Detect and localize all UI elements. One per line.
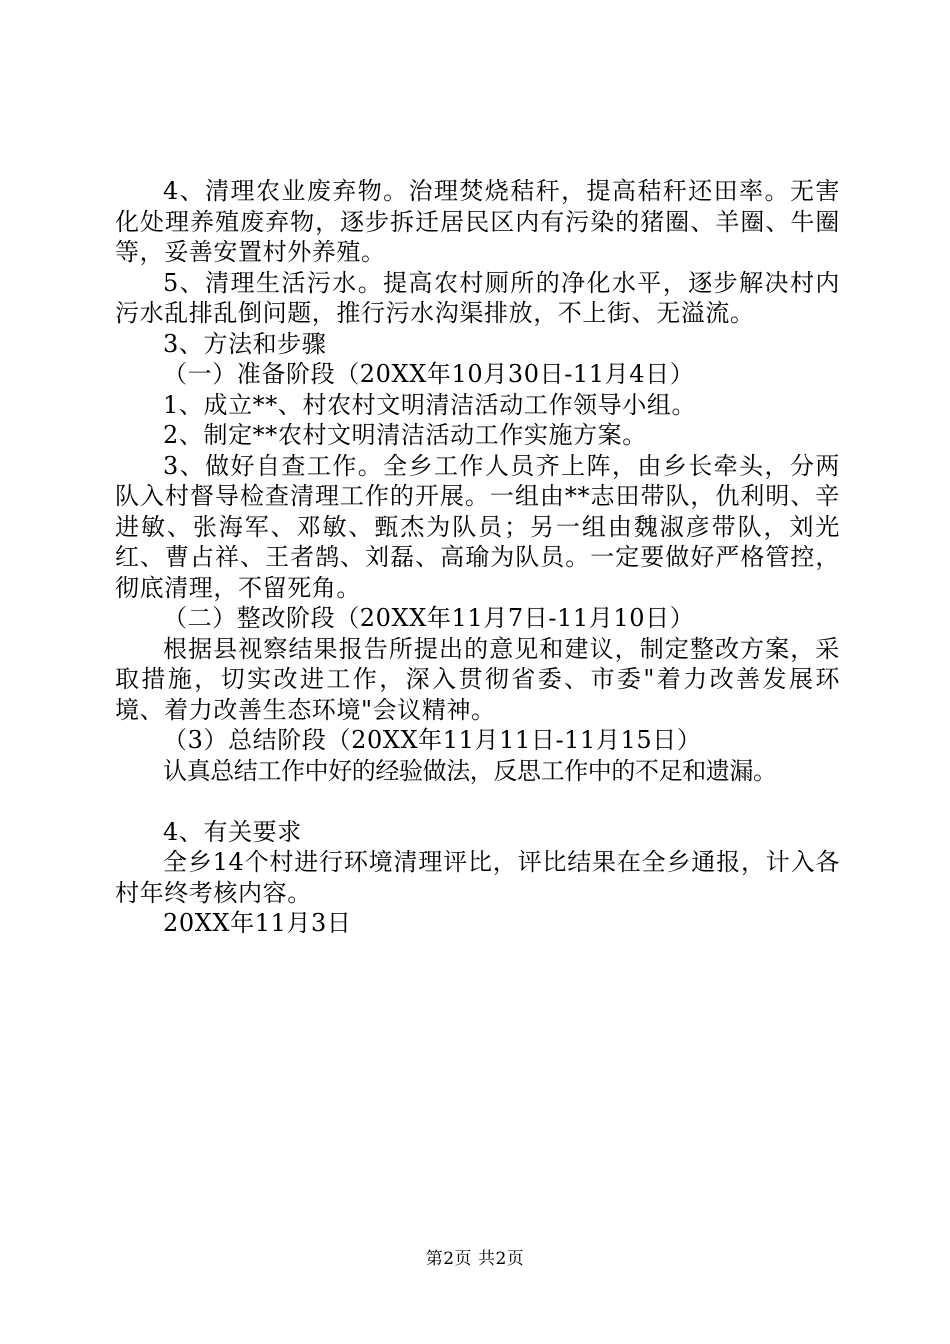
paragraph-self-check: 3、做好自查工作。全乡工作人员齐上阵，由乡长牵头，分两队入村督导检查清理工作的开展。一组由**志田带队，仇利明、辛进敏、张海军、邓敏、甄杰为队员；另一组由魏淑彦带队，刘光红、曹占祥、王者鹄、刘磊、高瑜为队员。一定要做好严格管控，彻底清理，不留死角。 (115, 451, 840, 602)
paragraph-sewage: 5、清理生活污水。提高农村厕所的净化水平，逐步解决村内污水乱排乱倒问题，推行污水沟渠排放，不上街、无溢流。 (115, 268, 840, 327)
section-heading-requirements: 4、有关要求 (163, 817, 302, 846)
paragraph-plan: 2、制定**农村文明清洁活动工作实施方案。 (163, 421, 647, 449)
paragraph-leading-group: 1、成立**、村农村文明清洁活动工作领导小组。 (163, 390, 697, 419)
stage-heading-rectification: （二）整改阶段（20XX年11月7日-11月10日） (163, 604, 695, 632)
stage-heading-preparation: （一）准备阶段（20XX年10月30日-11月4日） (163, 360, 695, 388)
document-body (115, 176, 840, 939)
page-number-footer: 第2页 共2页 (425, 1249, 525, 1269)
section-heading-methods: 3、方法和步骤 (163, 329, 327, 358)
paragraph-agri-waste: 4、清理农业废弃物。治理焚烧秸秆，提高秸秆还田率。无害化处理养殖废弃物，逐步拆迁居民区内有污染的猪圈、羊圈、牛圈等，妥善安置村外养殖。 (115, 177, 840, 266)
stage-heading-summary: （3）总结阶段（20XX年11月11日-11月15日） (163, 726, 702, 754)
document-date: 20XX年11月3日 (163, 909, 352, 937)
blank-line (115, 786, 840, 817)
paragraph-summary: 认真总结工作中好的经验做法，反思工作中的不足和遗漏。 (163, 756, 777, 785)
paragraph-evaluation: 全乡14个村进行环境清理评比，评比结果在全乡通报，计入各村年终考核内容。 (115, 848, 840, 907)
paragraph-rectification: 根据县视察结果报告所提出的意见和建议，制定整改方案，采取措施，切实改进工作，深入贯彻省委、市委"着力改善发展环境、着力改善生态环境"会议精神。 (115, 634, 840, 724)
